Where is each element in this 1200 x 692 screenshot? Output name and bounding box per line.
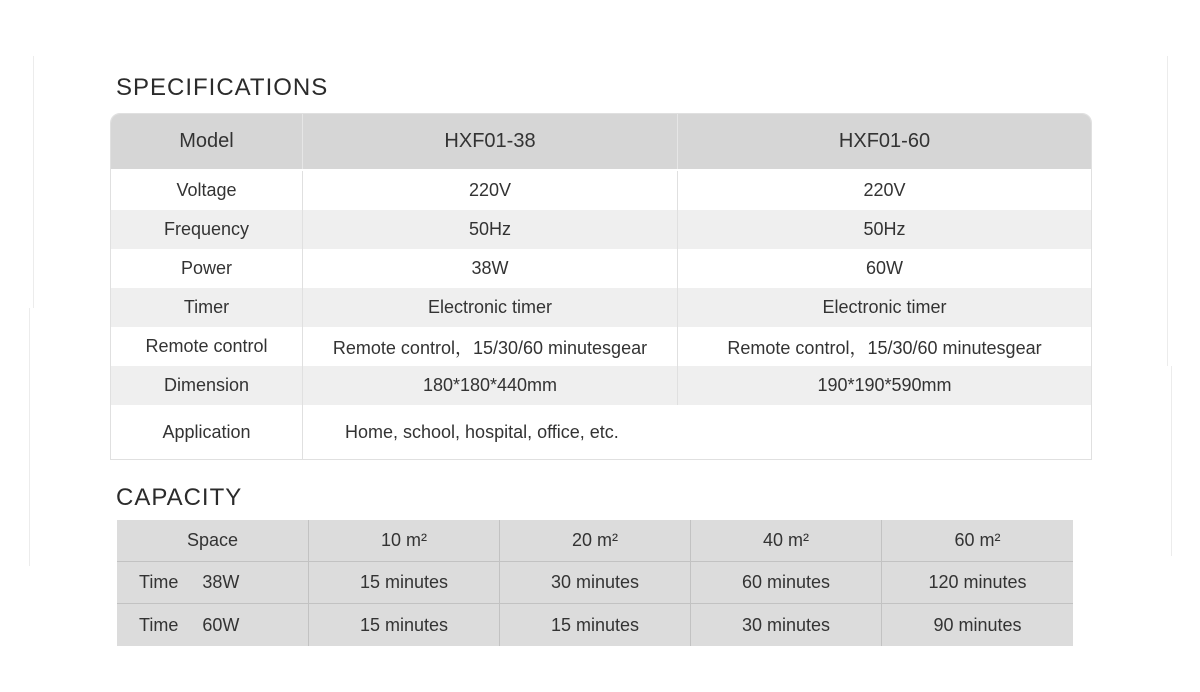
row-value-a: 50Hz	[303, 210, 678, 249]
capacity-table	[117, 520, 1073, 646]
header-model-a: HXF01-38	[303, 114, 678, 169]
time-label	[117, 604, 309, 646]
row-value-a: Remote control，15/30/60 minutesgear	[303, 327, 678, 366]
row-value-a: 38W	[303, 249, 678, 288]
time-value: 60 minutes	[691, 562, 882, 603]
row-label: Timer	[111, 288, 303, 327]
row-value-b: 220V	[863, 180, 906, 200]
application-label: Application	[111, 405, 303, 459]
time-value: 90 minutes	[933, 614, 1022, 635]
time-value: 15 minutes	[500, 604, 691, 646]
time-text: Time	[139, 614, 179, 635]
table-row	[111, 171, 1091, 210]
table-row	[111, 210, 1091, 249]
time-text: Time	[139, 572, 179, 592]
specifications-table	[110, 113, 1092, 460]
capacity-row	[117, 562, 1073, 604]
row-label: Voltage	[111, 171, 303, 210]
header-model-b: HXF01-60	[838, 130, 931, 152]
time-value: 15 minutes	[309, 604, 500, 646]
power-text: 38W	[202, 572, 240, 592]
frame-line-right-top	[1167, 56, 1168, 366]
time-value: 30 minutes	[691, 604, 882, 646]
header-model-label: Model	[111, 114, 303, 169]
space-label: Space	[117, 520, 309, 561]
table-row	[111, 249, 1091, 288]
row-label: Dimension	[111, 366, 303, 405]
frame-line-left-top	[33, 56, 34, 308]
power-text: 60W	[202, 614, 240, 635]
table-row	[111, 405, 1091, 459]
capacity-row	[117, 604, 1073, 646]
row-value-b: 50Hz	[863, 219, 906, 239]
row-label: Power	[111, 249, 303, 288]
row-value-a: 220V	[303, 171, 678, 210]
row-value-b: 190*190*590mm	[817, 375, 952, 395]
table-row	[111, 288, 1091, 327]
time-value: 120 minutes	[928, 572, 1027, 592]
time-label	[117, 562, 309, 603]
specifications-heading: SPECIFICATIONS	[116, 74, 329, 101]
row-value-b: Remote control，15/30/60 minutesgear	[727, 337, 1042, 358]
application-value: Home, school, hospital, office, etc.	[345, 421, 619, 442]
table-header-row	[111, 114, 1091, 171]
row-label: Remote control	[111, 327, 303, 366]
space-value: 40 m²	[691, 520, 882, 561]
space-value: 10 m²	[309, 520, 500, 561]
time-value: 15 minutes	[309, 562, 500, 603]
space-value: 20 m²	[500, 520, 691, 561]
frame-line-right-bottom	[1171, 366, 1172, 556]
table-row	[111, 327, 1091, 366]
frame-line-left-bottom	[29, 308, 30, 566]
space-value: 60 m²	[954, 530, 1001, 550]
time-value: 30 minutes	[500, 562, 691, 603]
row-value-b: Electronic timer	[822, 297, 947, 317]
row-value-a: Electronic timer	[303, 288, 678, 327]
capacity-heading: CAPACITY	[116, 484, 243, 511]
table-row	[111, 366, 1091, 405]
capacity-header-row	[117, 520, 1073, 562]
row-value-a: 180*180*440mm	[303, 366, 678, 405]
row-value-b: 60W	[865, 258, 903, 278]
row-label: Frequency	[111, 210, 303, 249]
